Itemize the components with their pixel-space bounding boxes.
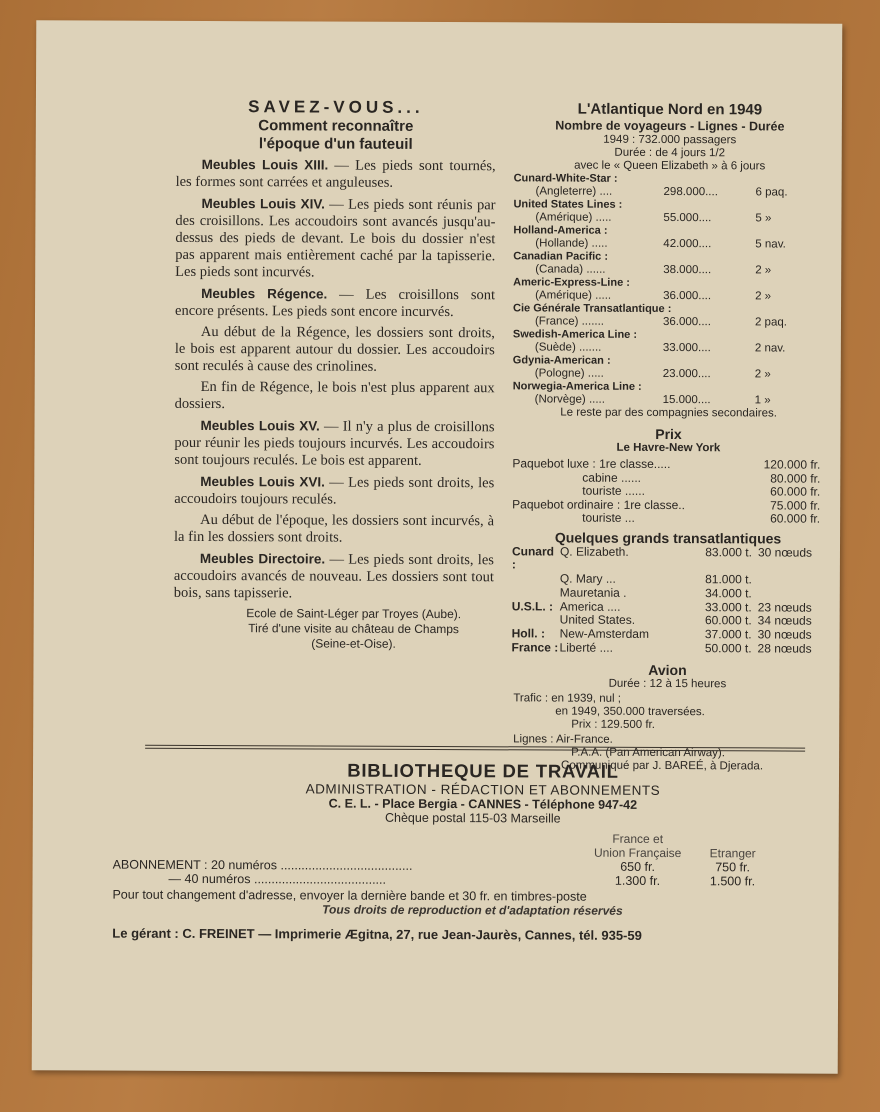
paragraph-head: Meubles Louis XIV. [201,195,325,212]
ship-speed: 28 nœuds [757,641,812,656]
prix-label: Paquebot luxe : 1re classe..... [512,456,671,472]
line-n: 5 nav. [755,238,786,251]
ship-tonnage: 34.000 t. [705,586,752,601]
line-company: Holland-America : [513,224,608,237]
admin-line: ADMINISTRATION - RÉDACTION ET ABONNEMENTS [305,781,661,798]
left-subtitle-1: Comment reconnaître [258,117,414,135]
line-company: Gdynia-American : [512,354,611,367]
line-row [513,393,825,407]
paragraph-text: Au début de la Régence, les dossiers sont droits, le bois est apparent autour du dossier. Les accoudoirs sont reculés à cause des crinolines. [174,323,495,375]
trafic-line: Trafic : en 1939, nul ; [513,692,621,705]
right-title: L'Atlantique Nord en 1949 [577,100,763,119]
line-row [513,315,825,329]
col-etranger: Etranger [709,846,756,861]
col-france-line: France et [612,831,664,846]
ship-line: Cunard : [511,543,555,572]
line-country: (Pologne) ..... [534,367,604,380]
left-credit [174,606,494,652]
paragraph-head: Meubles Louis XV. [200,417,320,434]
prix-price: 75.000 fr. [770,497,821,513]
line-n: 6 paq. [755,186,788,199]
avion-title: Avion [648,661,687,678]
ship-tonnage: 83.000 t. [705,544,753,559]
line-country: (Amérique) ..... [535,211,612,224]
prix-label: Paquebot ordinaire : 1re classe.. [512,496,685,512]
line-row [513,289,825,303]
abonnement-label: ABONNEMENT : 20 numéros ...................................... [112,857,413,873]
ship-row [512,614,824,629]
line-country: (Hollande) ..... [535,237,608,250]
communique: Communiqué par J. BAREÉ, à Djerada. [561,759,764,773]
paragraph-regence-debut [175,324,495,376]
prix-label: cabine ...... [582,470,642,485]
ship-line [512,572,560,586]
right-subtitle: Nombre de voyageurs - Lignes - Durée [555,118,785,134]
prix-row [512,457,824,472]
abonnement-label: — 40 numéros ...................................... [168,871,387,887]
intro-line: avec le « Queen Elizabeth » à 6 jours [574,159,766,173]
credit-line: Ecole de Saint-Léger par Troyes (Aube). [246,606,462,622]
paragraph-regence-fin [175,379,495,414]
change-note: Pour tout changement d'adresse, envoyer la dernière bande et 30 fr. en timbres-poste [112,887,587,904]
left-subtitle-2: l'époque d'un fauteuil [258,135,413,153]
line-pax: 15.000.... [662,393,711,407]
line-company: Cie Générale Transatlantique : [513,302,672,316]
avion-duree: Durée : 12 à 15 heures [608,677,727,691]
ship-row [512,545,824,574]
paragraph-text: — Les pieds sont réunis par des croisillons. Les accoudoirs sont avancés jusqu'au-dessus des pieds de devant. Le bois du dossier n'est pas apparent mais entièrement caché par la tapisserie. Les pieds sont incurvés. [175,196,496,281]
ship-row [512,586,824,601]
line-pax: 38.000.... [663,263,712,277]
left-title: SAVEZ-VOUS... [248,97,424,117]
ship-line: Holl. : [511,626,545,641]
line-company: Cunard-White-Star : [513,172,618,185]
paragraph-directoire [174,550,494,603]
ship-name: New-Amsterdam [559,626,650,642]
left-column [174,97,496,652]
ship-tonnage: 33.000 t. [704,599,752,615]
col-france-line: Union Française [593,845,682,861]
price-france: 650 fr. [620,859,656,874]
ship-line: France : [511,640,559,655]
ship-speed: 30 nœuds [757,627,812,642]
abonnement-header [113,830,813,861]
paragraph-head: Meubles Louis XVI. [200,473,325,490]
rights-note: Tous droits de reproduction et d'adaptation réservés [322,902,623,918]
line-row [514,185,826,199]
ship-row [512,641,824,656]
document-page [32,20,843,1074]
line-n: 5 » [755,212,772,225]
line-pax: 23.000.... [662,367,711,381]
line-pax: 55.000.... [663,211,712,225]
paragraph-text: — Les croisillons sont encore présents. Les pieds sont encore incurvés. [174,286,496,321]
line-n: 2 » [754,368,771,381]
prix-price: 60.000 fr. [770,511,821,526]
paragraph-regence [175,285,495,321]
line-n: 2 » [755,264,772,277]
ship-speed [758,587,818,601]
ship-row [512,572,824,587]
prix-route: Le Havre-New York [616,441,721,455]
ship-name: Q. Mary ... [559,571,616,586]
price-france: 1.300 fr. [614,873,661,888]
line-n: 2 » [755,290,772,303]
ship-tonnage: 81.000 t. [705,572,752,587]
paragraph-text: — Les pieds sont droits, les accoudoirs toujours reculés. [174,474,495,508]
line-row [513,341,825,355]
line-country: (Canada) ...... [535,263,606,276]
price-etranger: 1.500 fr. [709,874,756,889]
ship-row [512,600,824,615]
prix-row [512,471,824,486]
credit-line: Tiré d'une visite au château de Champs [248,621,459,637]
line-n: 2 paq. [754,316,787,329]
ship-tonnage: 37.000 t. [704,627,752,642]
line-country: (Amérique) ..... [535,289,612,302]
lignes-line: P.A.A. (Pan American Airway). [571,746,725,760]
ship-row [512,628,824,643]
paragraph-text: — Il n'y a plus de croisillons pour réunir les pieds toujours incurvés. Les accoudoirs sont toujours reculés. Le bois est apparent. [174,418,495,469]
col-france [583,832,693,860]
intro-line: Durée : de 4 jours 1/2 [614,146,726,160]
ship-speed: 30 nœuds [757,544,813,560]
line-company: Swedish-America Line : [512,328,638,341]
ship-line: U.S.L. : [511,599,554,614]
line-company: Canadian Pacific : [513,250,609,263]
shipping-lines-list [513,172,826,407]
line-pax: 36.000.... [662,315,711,329]
line-company: United States Lines : [513,198,623,211]
address-line: C. E. L. - Place Bergia - CANNES - Téléphone 947-42 [328,796,638,812]
ship-speed: 23 nœuds [757,600,812,615]
paragraph-text: Au début de l'époque, les dossiers sont incurvés, à la fin les dossiers sont droits. [174,511,495,546]
prix-price: 120.000 fr. [763,457,821,472]
rest-note: Le reste par des compagnies secondaires. [560,406,777,420]
ship-tonnage: 50.000 t. [704,641,752,656]
ship-name: Liberté .... [559,640,613,655]
paragraph-head: Meubles Directoire. [199,550,326,567]
paragraph-louis-xvi-epoque [174,512,494,547]
line-country: (Norvège) ..... [534,393,605,406]
gerant-line: Le gérant : C. FREINET — Imprimerie Ægitna, 27, rue Jean-Jaurès, Cannes, tél. 935-59 [112,925,642,943]
prix-price: 80.000 fr. [770,470,821,486]
prix-list [512,457,824,526]
ship-speed: 34 nœuds [757,613,812,629]
paragraph-text: — Les pieds sont tournés, les formes sont carrées et anguleuses. [175,157,496,191]
line-country: (Suède) ....... [534,341,602,354]
line-company: Norwegia-America Line : [512,380,642,393]
ship-name: Q. Elizabeth. [559,544,629,559]
line-row [513,263,825,277]
trafic-line: Prix : 129.500 fr. [571,718,656,731]
ship-line [512,586,560,600]
credit-line: (Seine-et-Oise). [311,636,396,651]
ships-list [512,545,824,657]
ship-name: America .... [559,599,621,614]
paragraph-head: Meubles Louis XIII. [201,156,329,173]
line-pax: 33.000.... [662,341,711,355]
paragraph-louis-xvi [174,473,494,509]
line-n: 2 nav. [754,342,786,355]
line-country: (Angleterre) .... [535,185,613,198]
price-etranger: 750 fr. [715,860,751,875]
ship-tonnage: 60.000 t. [704,613,752,628]
line-row [513,211,825,225]
prix-row [512,498,824,513]
prix-row [512,511,824,526]
trafic-line: en 1949, 350.000 traversées. [555,705,705,719]
prix-label: touriste ... [582,510,635,525]
line-country: (France) ....... [534,315,605,328]
prix-label: touriste ...... [582,483,645,498]
intro-line: 1949 : 732.000 passagers [603,133,737,147]
line-company: Americ-Express-Line : [513,276,630,289]
right-column [511,100,826,773]
abonnement-row-40 [113,872,813,889]
paragraph-head: Meubles Régence. [201,285,328,302]
line-row [513,237,825,251]
paragraph-louis-xiv [175,195,495,282]
paragraph-louis-xv [174,417,494,470]
lignes-line: Lignes : Air-France. [513,733,613,746]
paragraph-text: — Les pieds sont droits, les accoudoirs avancés de nouveau. Les dossiers sont tout bois, sans tapisserie. [173,551,494,602]
ship-speed [758,573,818,587]
ships-title: Quelques grands transatlantiques [554,529,782,547]
paragraph-text: En fin de Régence, le bois n'est plus apparent aux dossiers. [174,378,495,413]
paragraph-louis-xiii [176,156,496,192]
line-n: 1 » [754,394,771,407]
prix-price: 60.000 fr. [770,484,821,499]
ship-name: United States. [559,613,636,628]
publisher-block [112,759,813,944]
ship-name: Mauretania . [559,585,627,600]
publication-title: BIBLIOTHEQUE DE TRAVAIL [347,759,619,782]
cheque-line: Chèque postal 115-03 Marseille [384,810,561,826]
line-row [513,367,825,381]
line-pax: 36.000.... [663,289,712,303]
line-pax: 298.000.... [663,185,718,199]
prix-title: Prix [655,425,682,443]
line-pax: 42.000.... [663,237,712,251]
